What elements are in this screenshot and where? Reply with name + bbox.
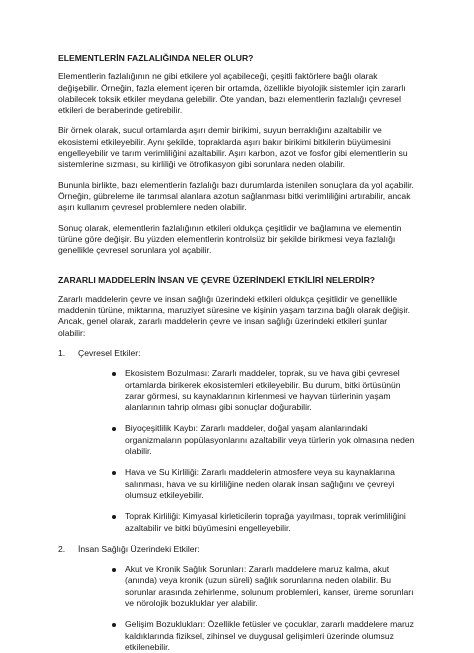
numbered-item-environmental <box>58 348 416 534</box>
section-heading-harmful-substances: ZARARLI MADDELERİN İNSAN VE ÇEVRE ÜZERİNDEKİ ETKİLİRİ NELERDİR? <box>58 275 376 286</box>
paragraph: Sonuç olarak, elementlerin fazlalığının etkileri oldukça çeşitlidir ve bağlamına ve elementin türüne göre değişir. Bu yüzden elementlerin kontrolsüz bir şekilde birikmesi veya fazlalığı genellikle çevresel sorunlara yol açabilir. <box>58 222 402 256</box>
bullet-item: Ekosistem Bozulması: Zararlı maddeler, toprak, su ve hava gibi çevresel ortamlarda birikerek ekosistemleri etkileyebilir. Bu durum, bitki örtüsünün zarar görmesi, su kaynaklarının kirlenmesi ve hayvan türlerinin yaşam alanlarının tahrip olması gibi sonuçlar doğurabilir. <box>112 368 416 413</box>
bullet-list <box>78 368 416 534</box>
bullet-item: Biyoçeşitlilik Kaybı: Zararlı maddeler, doğal yaşam alanlarındaki organizmaların popülasyonlarını azaltabilir veya türlerin yok olmasına neden olabilir. <box>112 423 416 457</box>
paragraph: Elementlerin fazlalığının ne gibi etkilere yol açabileceği, çeşitli faktörlere bağlı olarak değişebilir. Örneğin, fazla element içeren bir ortamda, özellikle biyolojik sistemler için zararlı olabilecek toksik etkiler meydana gelebilir. Öte yandan, bazı elementlerin fazlalığı çevresel etkileri de beraberinde getirebilir. <box>58 71 406 116</box>
bullet-item: Hava ve Su Kirliliği: Zararlı maddelerin atmosfere veya su kaynaklarına salınması, hava ve su kirliliğine neden olarak insan sağlığını ve çevreyi olumsuz etkileyebilir. <box>112 467 416 501</box>
item-number: 2. <box>58 543 66 554</box>
item-title: Çevresel Etkiler: <box>78 347 141 358</box>
bullet-item: Gelişim Bozuklukları: Özellikle fetüsler ve çocuklar, zararlı maddelere maruz kaldıklarında fiziksel, zihinsel ve duygusal gelişimleri üzerinde olumsuz etkilenebilir. <box>112 619 416 653</box>
bullet-list <box>78 564 416 653</box>
section-intro: Zararlı maddelerin çevre ve insan sağlığı üzerindeki etkileri oldukça çeşitlidir ve genellikle maddenin türüne, miktarına, maruziyet süresine ve kişinin yaşam tarzına bağlı olarak değişir. Ancak, genel olarak, zararlı maddelerin çevre ve insan sağlığı üzerindeki etkileri şunlar olabilir: <box>58 293 411 338</box>
paragraph: Bir örnek olarak, sucul ortamlarda aşırı demir birikimi, suyun berraklığını azaltabilir ve ekosistemi etkileyebilir. Aynı şekilde, topraklarda aşırı bakır birikimi bitkilerin büyümesini engelleyebilir ve tarım verimliliğini azaltabilir. Aşırı karbon, azot ve fosfor gibi elementlerin su sistemlerine sızması, su kirliliği ve ötrofikasyon gibi sorunlara neden olabilir. <box>58 125 408 170</box>
item-number: 1. <box>58 347 66 358</box>
bullet-item: Toprak Kirliliği: Kimyasal kirleticilerin toprağa yayılması, toprak verimliliğini azaltabilir ve bitki büyümesini engelleyebilir. <box>112 511 416 534</box>
item-title: İnsan Sağlığı Üzerindeki Etkiler: <box>78 543 200 554</box>
numbered-list <box>58 348 416 653</box>
section-heading-element-excess: ELEMENTLERİN FAZLALIĞINDA NELER OLUR? <box>58 53 254 63</box>
numbered-item-human-health <box>58 544 416 653</box>
bullet-item: Akut ve Kronik Sağlık Sorunları: Zararlı maddelere maruz kalma, akut (anında) veya kronik (uzun süreli) sağlık sorunlarına neden olabilir. Bu sorunlar arasında zehirlenme, solunum problemleri, kanser, üreme sorunları ve nörolojik bozukluklar yer alabilir. <box>112 564 416 609</box>
paragraph: Bununla birlikte, bazı elementlerin fazlalığı bazı durumlarda istenilen sonuçlara da yol açabilir. Örneğin, gübreleme ile tarımsal alanlara azotun sağlanması bitki verimliliğini artırabilir, ancak aşırı kullanım çevresel problemlere neden olabilir. <box>58 179 414 213</box>
